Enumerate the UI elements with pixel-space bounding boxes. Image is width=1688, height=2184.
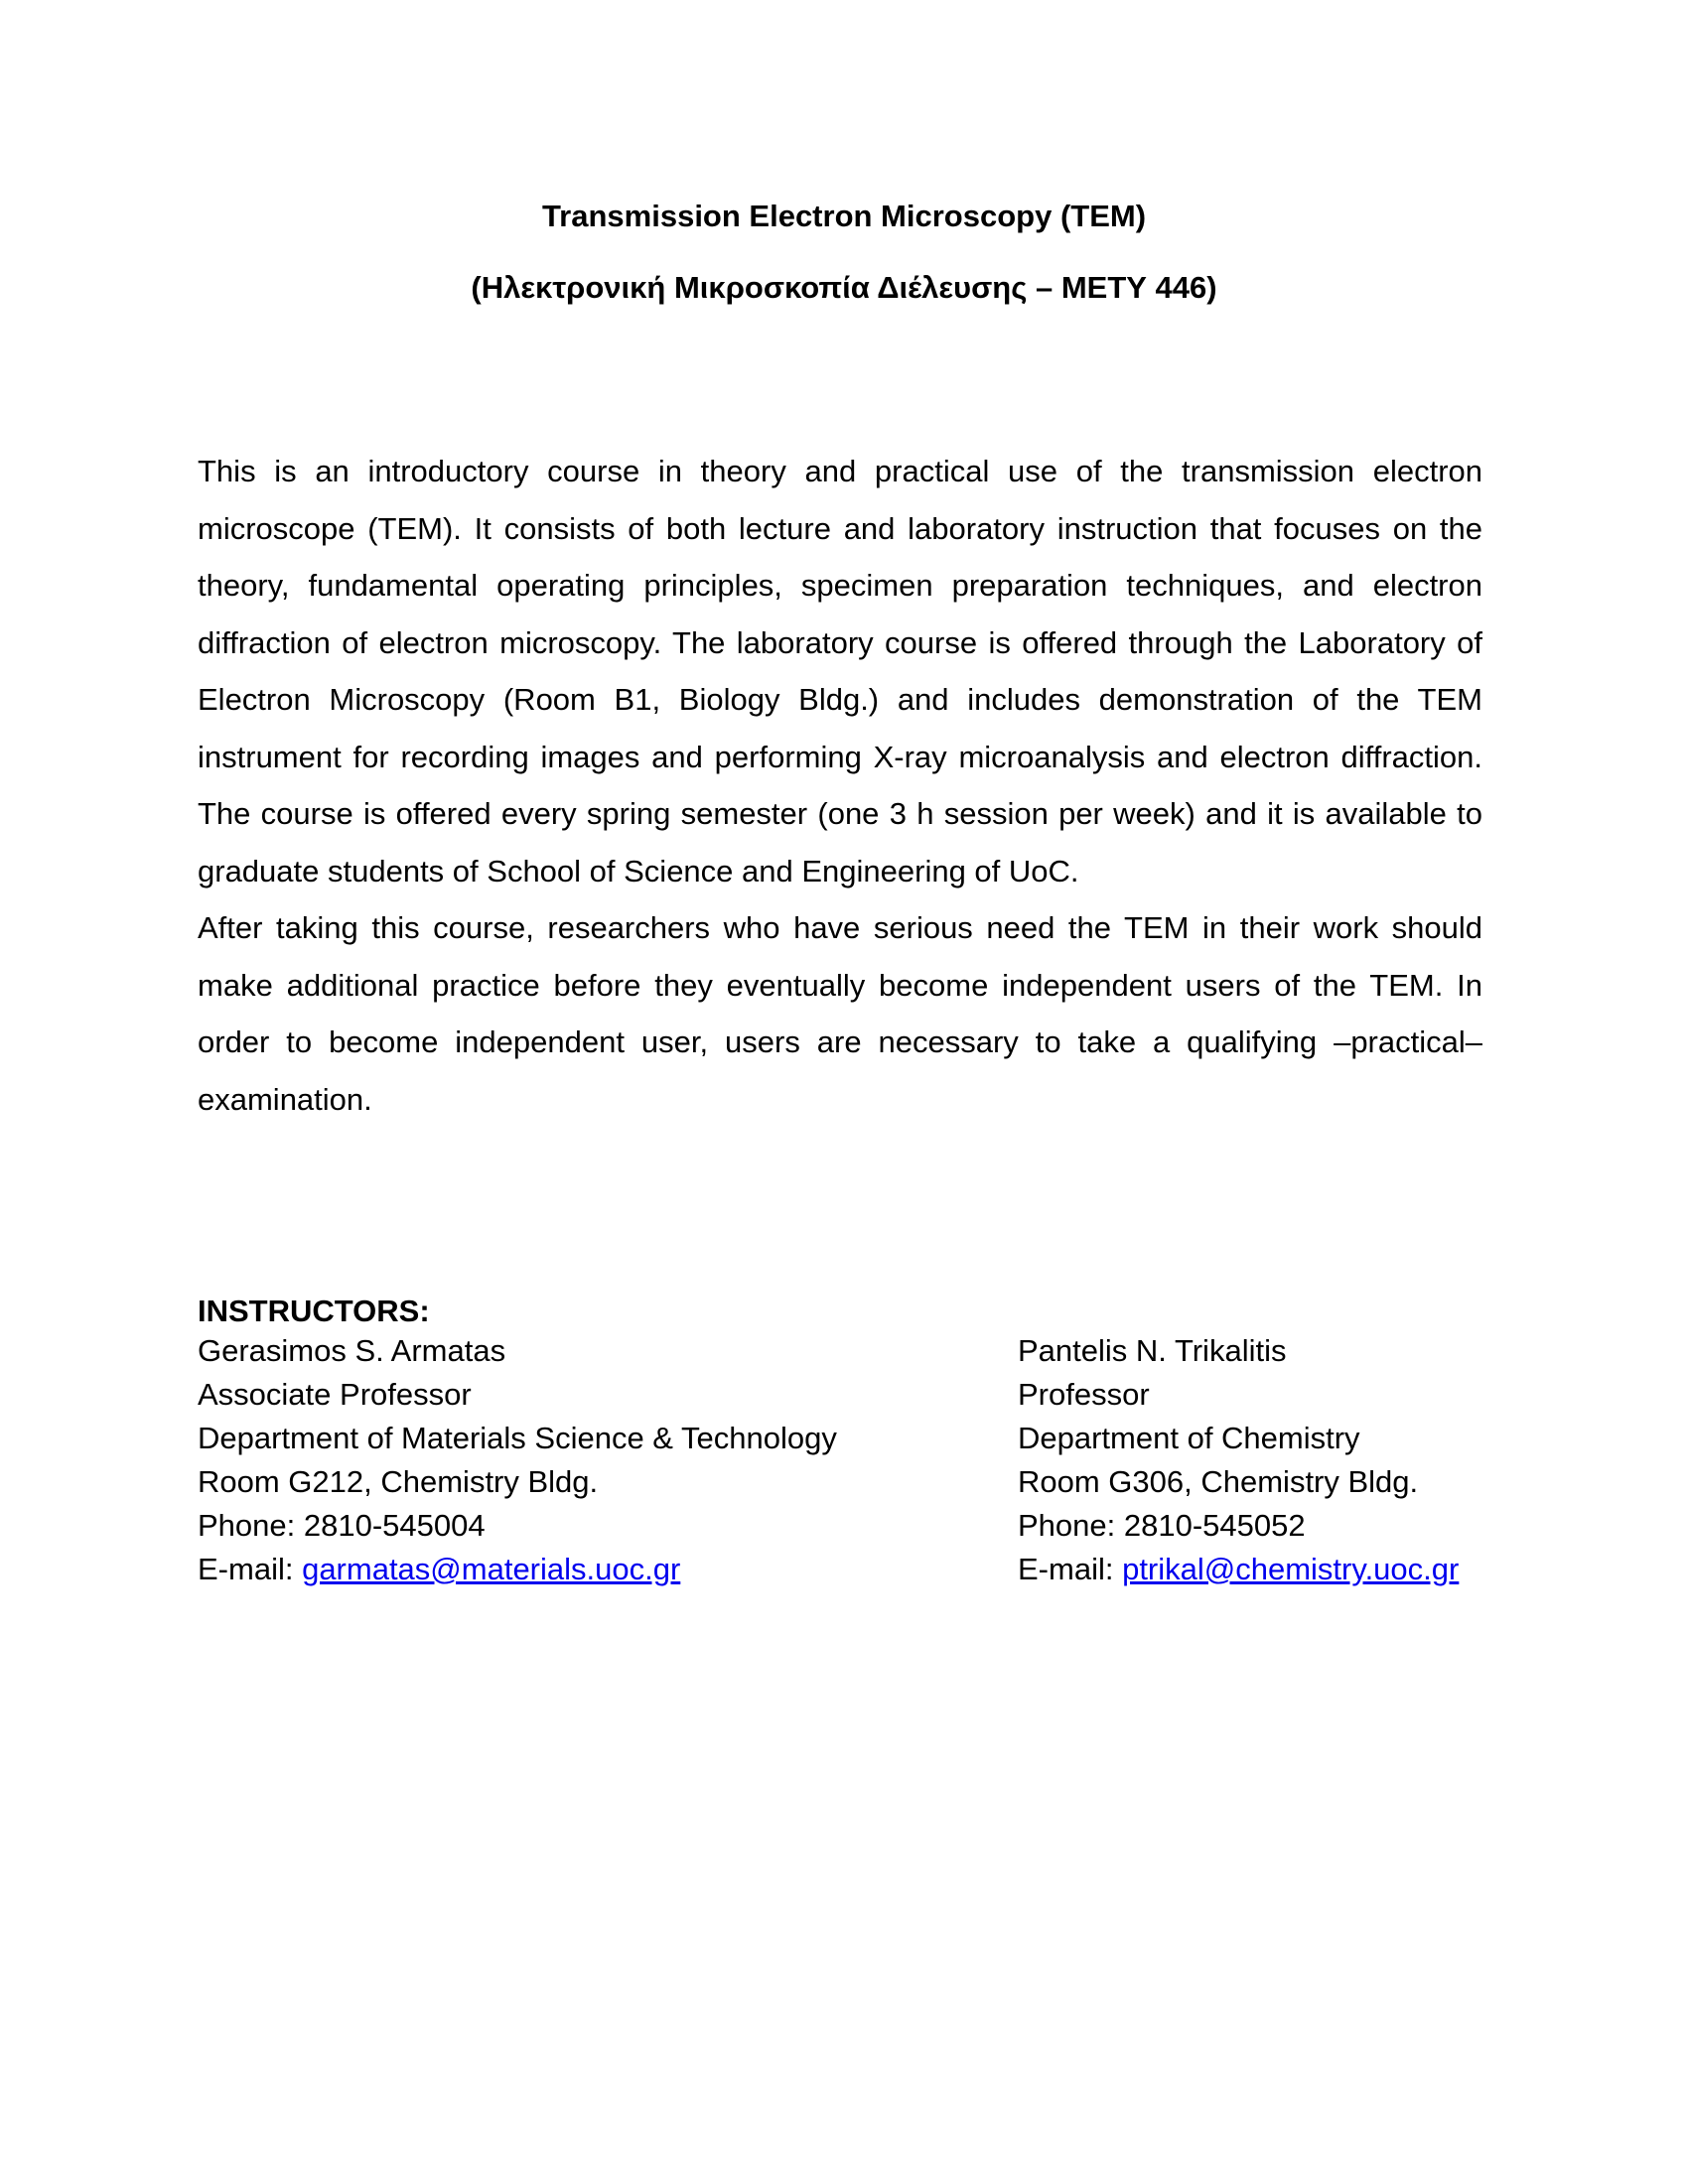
instructor-email-line <box>1018 1548 1459 1591</box>
email-label: E-mail: <box>198 1552 303 1586</box>
instructor-email-line <box>198 1548 837 1591</box>
document-title: Transmission Electron Microscopy (TEM) <box>541 199 1147 233</box>
email-link-trikalitis[interactable]: ptrikal@chemistry.uoc.gr <box>1122 1552 1460 1586</box>
email-label: E-mail: <box>1018 1552 1123 1586</box>
instructor-position: Associate Professor <box>198 1377 472 1412</box>
instructor-card-armatas <box>198 1329 837 1591</box>
instructor-name: Pantelis N. Trikalitis <box>1018 1333 1287 1368</box>
instructor-phone: Phone: 2810-545052 <box>1018 1508 1306 1543</box>
instructor-department: Department of Chemistry <box>1018 1421 1360 1455</box>
instructor-department: Department of Materials Science & Technology <box>198 1421 837 1455</box>
instructor-name: Gerasimos S. Armatas <box>198 1333 506 1368</box>
email-link-armatas[interactable]: garmatas@materials.uoc.gr <box>302 1552 681 1586</box>
instructors-heading: INSTRUCTORS: <box>198 1294 430 1328</box>
instructor-card-trikalitis <box>1018 1329 1459 1591</box>
instructor-position: Professor <box>1018 1377 1150 1412</box>
description-paragraph-2: After taking this course, researchers who have serious need the TEM in their work should make additional practice before they eventually become independent users of the TEM. In order to become independent user, users are necessary to take a qualifying –practical– examination. <box>198 910 1482 1117</box>
instructor-room: Room G212, Chemistry Bldg. <box>198 1464 599 1499</box>
document-subtitle: (Ηλεκτρονική Μικροσκοπία Διέλευσης – ΜΕΤΥ 446) <box>471 270 1217 305</box>
instructor-phone: Phone: 2810-545004 <box>198 1508 486 1543</box>
description-paragraph-1: This is an introductory course in theory and practical use of the transmission electron microscope (TEM). It consists of both lecture and laboratory instruction that focuses on the theory, fundamental operating principles, specimen preparation techniques, and electron diffraction of electron microscopy. The laboratory course is offered through the Laboratory of Electron Microscopy (Room B1, Biology Bldg.) and includes demonstration of the TEM instrument for recording images and performing X-ray microanalysis and electron diffraction. The course is offered every spring semester (one 3 h session per week) and it is available to graduate students of School of Science and Engineering of UoC. <box>198 454 1482 888</box>
instructor-room: Room G306, Chemistry Bldg. <box>1018 1464 1419 1499</box>
course-description <box>198 443 1482 1128</box>
